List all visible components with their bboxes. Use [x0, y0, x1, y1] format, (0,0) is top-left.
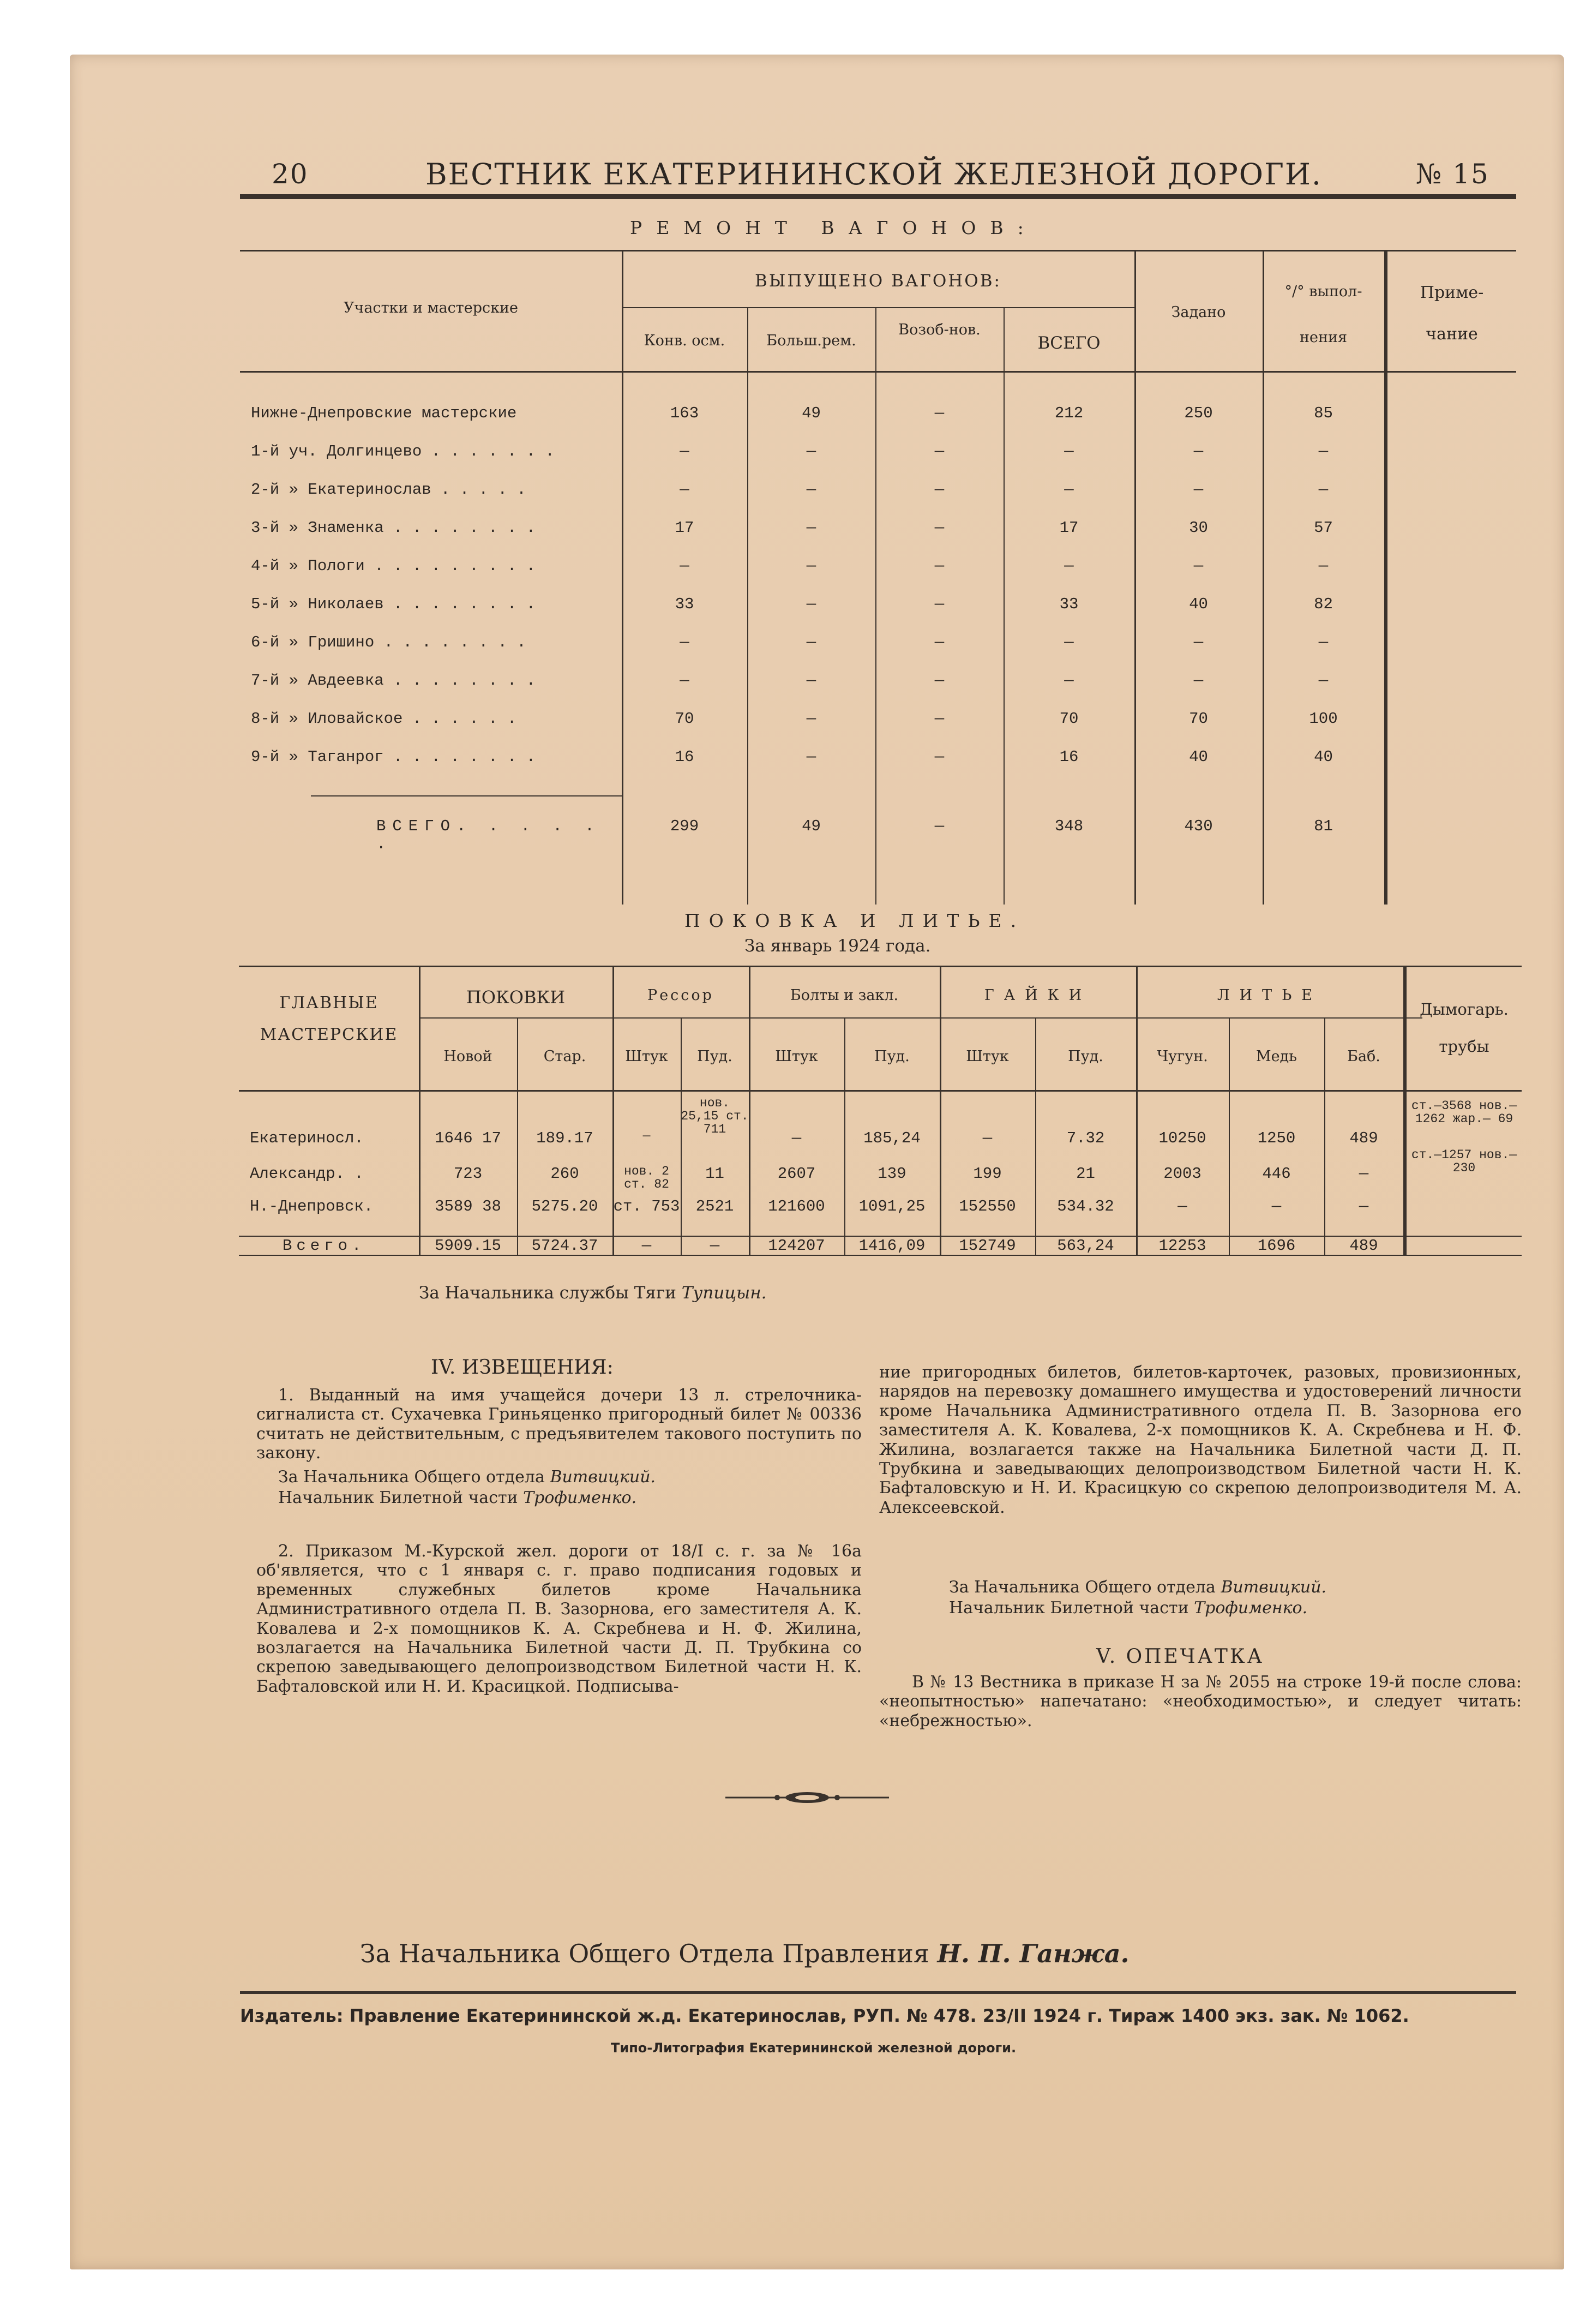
journal-title: ВЕСТНИК ЕКАТЕРИНИНСКОЙ ЖЕЛЕЗНОЙ ДОРОГИ. [425, 157, 1323, 191]
forging-total-cell: 1416,09 [858, 1237, 926, 1255]
repair-cell: 16 [1059, 748, 1079, 766]
forging-cell: 199 [973, 1165, 1002, 1183]
repair-cell: — [1064, 633, 1074, 651]
printer-line: Типо-Литография Екатерининской железной дороги. [611, 2040, 1017, 2056]
repair-cell: 40 [1189, 748, 1208, 766]
forging-cell: 189.17 [536, 1129, 593, 1147]
col-renew: Возоб-нов. [898, 321, 981, 338]
forging-cell: 2521 [695, 1197, 734, 1215]
forging-cell: — [1178, 1197, 1187, 1215]
forging-cell: 1250 [1257, 1129, 1296, 1147]
col-pct: °/° выпол- нения [1284, 283, 1362, 346]
repair-cell: 49 [802, 404, 821, 422]
forging-cell: 5275.20 [531, 1197, 598, 1215]
forging-total-label: Всего. [283, 1237, 366, 1255]
col-note: Приме- чание [1420, 283, 1484, 344]
repair-cell: — [1193, 481, 1204, 499]
repair-cell: 250 [1184, 404, 1213, 422]
forging-total-cell: 124207 [768, 1237, 825, 1255]
traction-signature: За Начальника службы Тяги Тупицын. [419, 1283, 767, 1303]
h-chim: Дымогарь. трубы [1420, 1000, 1509, 1056]
forging-cell: 723 [453, 1165, 483, 1183]
forging-cell: 2003 [1163, 1165, 1201, 1183]
repair-total-cell: — [934, 817, 945, 835]
repair-cell: — [934, 672, 945, 690]
h-forg: ПОКОВКИ [466, 987, 566, 1008]
repair-cell: 70 [1189, 710, 1208, 728]
repair-cell: 163 [670, 404, 699, 422]
repair-total-cell: 81 [1314, 817, 1333, 835]
repair-cell: 33 [1059, 595, 1079, 613]
forging-total-cell: — [641, 1237, 652, 1255]
forging-cell: — [791, 1129, 802, 1147]
repair-cell: — [680, 672, 689, 690]
repair-cell: 57 [1314, 519, 1333, 537]
repair-cell: 100 [1309, 710, 1338, 728]
repair-cell: 16 [675, 748, 694, 766]
repair-row-label: Нижне-Днепровские мастерские [251, 404, 517, 422]
forging-cell: 7.32 [1066, 1129, 1105, 1147]
ornament-divider-icon [725, 1789, 889, 1806]
forging-cell: 534.32 [1057, 1197, 1114, 1215]
repair-cell: — [1193, 672, 1204, 690]
repair-cell: — [806, 633, 816, 651]
header-rule [240, 194, 1516, 199]
forging-total-cell: 5909.15 [435, 1237, 501, 1255]
h-cast: ЛИТЬЕ [1217, 987, 1322, 1004]
repair-cell: — [1193, 557, 1204, 575]
repair-cell: 17 [675, 519, 694, 537]
repair-total-cell: 348 [1054, 817, 1084, 835]
page-number: 20 [272, 158, 309, 190]
repair-cell: 212 [1054, 404, 1084, 422]
repair-cell: — [934, 748, 945, 766]
forging-cell: 1646 17 [435, 1129, 501, 1147]
forging-total-cell: 1696 [1257, 1237, 1296, 1255]
repair-cell: — [806, 557, 816, 575]
forging-cell: нов. 25,15 ст. 711 [681, 1096, 749, 1137]
repair-cell: — [1318, 672, 1329, 690]
s-pud: Пуд. [697, 1048, 732, 1065]
forging-cell: 152550 [959, 1197, 1016, 1215]
repair-row-label: 4-й » Пологи . . . . . . . . . [251, 557, 536, 575]
repair-cell: 33 [675, 595, 694, 613]
forging-cell: ст.—1257 нов.— 230 [1411, 1148, 1517, 1176]
repair-cell: — [1318, 442, 1329, 460]
s-bpcs: Штук [775, 1048, 818, 1065]
repair-total-cell: 430 [1184, 817, 1213, 835]
repair-cell: — [806, 672, 816, 690]
col-total: ВСЕГО [1037, 333, 1101, 353]
repair-row-label: 1-й уч. Долгинцево . . . . . . . [251, 442, 555, 460]
repair-total-label: ВСЕГО. . . . . . [376, 817, 601, 853]
repair-cell: 85 [1314, 404, 1333, 422]
repair-cell: — [806, 519, 816, 537]
repair-cell: 17 [1059, 519, 1079, 537]
issue-number: № 15 [1416, 158, 1489, 190]
repair-total-cell: 49 [802, 817, 821, 835]
forging-caption: ПОКОВКА И ЛИТЬЕ. [684, 910, 1025, 931]
forging-row-label: Александр. . [250, 1165, 364, 1183]
s-bab: Баб. [1347, 1048, 1380, 1065]
publisher-line: Издатель: Правление Екатерининской ж.д. Екатеринослав, РУП. № 478. 23/II 1924 г. Тираж 1400 экз. зак. № 1062. [240, 2005, 1409, 2026]
h-bolts: Болты и закл. [790, 987, 899, 1004]
repair-cell: — [806, 481, 816, 499]
col-big: Больш.рем. [766, 332, 856, 349]
repair-cell: — [806, 710, 816, 728]
repair-cell: — [1318, 481, 1329, 499]
forging-cell: 446 [1262, 1165, 1291, 1183]
repair-row-label: 8-й » Иловайское . . . . . . [251, 710, 517, 728]
forging-row-label: Н.-Днепровск. [250, 1197, 374, 1215]
forging-cell: 3589 38 [435, 1197, 501, 1215]
forging-cell: 489 [1349, 1129, 1378, 1147]
forging-cell: 10250 [1158, 1129, 1206, 1147]
forging-cell: — [982, 1129, 993, 1147]
s-old: Стар. [543, 1048, 586, 1065]
forging-subcaption: За январь 1924 года. [744, 936, 931, 956]
forging-cell: 139 [878, 1165, 906, 1183]
notice-2: 2. Приказом М.-Курской жел. дороги от 18/I с. г. за № 16а об'является, что с 1 января с. г. право подписания годовых и временных служебных билетов кроме Начальника Административного отдела П. В. Зазорнова, его заместителя А. К. Ковалева и 2-х помощников К. А. Скребнева и Н. Ф. Жилина, возлагается на Начальника Билетной части Д. П. Трубкина со скрепою заведывающего делопроизводством Билетной части Н. К. Бафталовской или Н. И. Красицкой. Подписыва- [256, 1542, 862, 1696]
repair-row-label: 6-й » Гришино . . . . . . . . [251, 633, 526, 651]
forging-cell: 21 [1076, 1165, 1095, 1183]
repair-row-label: 2-й » Екатеринослав . . . . . [251, 481, 526, 499]
repair-cell: — [934, 442, 945, 460]
repair-cell: — [680, 557, 689, 575]
col-sections: Участки и мастерские [344, 300, 518, 316]
col-issued: ВЫПУЩЕНО ВАГОНОВ: [755, 271, 1001, 291]
repair-cell: — [1193, 633, 1204, 651]
forging-cell: — [642, 1129, 651, 1143]
repair-cell: — [806, 442, 816, 460]
forging-cell: 1091,25 [858, 1197, 926, 1215]
footer-rule [240, 1991, 1516, 1994]
repair-cell: — [934, 481, 945, 499]
h-nuts: ГАЙКИ [984, 987, 1092, 1004]
repair-cell: 30 [1189, 519, 1208, 537]
repair-cell: — [1064, 557, 1074, 575]
s-copper: Медь [1256, 1048, 1297, 1065]
forging-total-cell: 12253 [1158, 1237, 1206, 1255]
forging-cell: ст.—3568 нов.—1262 жар.— 69 [1411, 1099, 1517, 1127]
forging-cell: 121600 [768, 1197, 825, 1215]
repair-cell: — [934, 519, 945, 537]
repair-cell: 70 [675, 710, 694, 728]
repair-total-cell: 299 [670, 817, 699, 835]
forging-cell: 260 [550, 1165, 579, 1183]
forging-total-cell: — [710, 1237, 720, 1255]
forging-row-label: Екатериносл. [250, 1129, 364, 1147]
repair-cell: 82 [1314, 595, 1333, 613]
forging-cell: 2607 [777, 1165, 816, 1183]
forging-cell: — [1359, 1165, 1369, 1183]
h-main: ГЛАВНЫЕ МАСТЕРСКИЕ [260, 993, 398, 1044]
forging-total-cell: 5724.37 [531, 1237, 598, 1255]
erratum-heading: V. ОПЕЧАТКА [1096, 1645, 1265, 1668]
repair-cell: — [1193, 442, 1204, 460]
repair-cell: — [1318, 633, 1329, 651]
s-pcs: Штук [625, 1048, 668, 1065]
forging-cell: 185,24 [863, 1129, 921, 1147]
repair-cell: — [1064, 442, 1074, 460]
notice-2-continued: ние пригородных билетов, билетов-карточек, разовых, провизионных, нарядов на перевозку домашнего имущества и удостоверений личности кроме Начальника Административного отдела П. В. Зазорнова его заместителя А. К. Ковалева, 2-х помощников К. А. Скребнева и Н. Ф. Жилина, возлагается также на Начальника Билетной части Д. П. Трубкина и заведывающих делопроизводством Билетной части Н. К. Бафталовскую и Н. И. Красицкую со скрепою делопроизводителя М. А. Алексеевской. [879, 1363, 1522, 1517]
col-assigned: Задано [1171, 304, 1226, 321]
repair-caption: РЕМОНТ ВАГОНОВ: [630, 217, 1038, 238]
forging-cell: — [1359, 1197, 1369, 1215]
repair-cell: — [1064, 481, 1074, 499]
repair-cell: — [680, 442, 689, 460]
repair-cell: 70 [1059, 710, 1079, 728]
forging-total-cell: 563,24 [1057, 1237, 1114, 1255]
col-conv: Конв. осм. [644, 332, 725, 349]
repair-cell: — [680, 633, 689, 651]
footer-signature: За Начальника Общего Отдела Правления Н. П. Ганжа. [360, 1939, 1130, 1968]
repair-row-label: 7-й » Авдеевка . . . . . . . . [251, 672, 536, 690]
notice-2-sig2: Начальник Билетной части Трофименко. [949, 1598, 1308, 1618]
forging-cell: ст. 753 [613, 1197, 680, 1215]
forging-cell: 11 [705, 1165, 724, 1183]
repair-cell: 40 [1189, 595, 1208, 613]
repair-cell: — [934, 557, 945, 575]
repair-cell: — [934, 404, 945, 422]
notice-2-sig1: За Начальника Общего отдела Витвицкий. [949, 1578, 1327, 1597]
forging-cell: — [1271, 1197, 1282, 1215]
s-npud: Пуд. [1068, 1048, 1103, 1065]
repair-cell: 40 [1314, 748, 1333, 766]
repair-cell: — [680, 481, 689, 499]
notice-1: 1. Выданный на имя учащейся дочери 13 л. стрелочника-сигналиста ст. Сухачевка Гриньяценко пригородный билет № 00336 считать не действительным, с предъявителем такового поступить по закону. [256, 1386, 862, 1463]
repair-cell: — [934, 710, 945, 728]
repair-cell: — [806, 595, 816, 613]
repair-table [240, 250, 1516, 905]
forging-total-cell: 152749 [959, 1237, 1016, 1255]
s-new: Новой [443, 1048, 492, 1065]
s-npcs: Штук [966, 1048, 1009, 1065]
forging-total-cell: 489 [1349, 1237, 1378, 1255]
notice-1-sig1: За Начальника Общего отдела Витвицкий. [278, 1468, 656, 1487]
notices-heading: IV. ИЗВЕЩЕНИЯ: [431, 1356, 614, 1379]
repair-row-label: 5-й » Николаев . . . . . . . . [251, 595, 536, 613]
s-bpud: Пуд. [874, 1048, 910, 1065]
repair-row-label: 3-й » Знаменка . . . . . . . . [251, 519, 536, 537]
forging-cell: нов. 2 ст. 82 [624, 1164, 669, 1192]
repair-cell: — [1064, 672, 1074, 690]
repair-cell: — [1318, 557, 1329, 575]
erratum-text: В № 13 Вестника в приказе Н за № 2055 на строке 19-й после слова: «неопытностью» напечатано: «необходимостью», и следует читать: «небрежностью». [879, 1673, 1522, 1730]
h-spring: Рессор [647, 987, 714, 1004]
repair-cell: — [934, 633, 945, 651]
repair-cell: — [806, 748, 816, 766]
notice-1-sig2: Начальник Билетной части Трофименко. [278, 1488, 637, 1507]
repair-cell: — [934, 595, 945, 613]
repair-row-label: 9-й » Таганрог . . . . . . . . [251, 748, 536, 766]
s-iron: Чугун. [1157, 1048, 1208, 1065]
forging-table [239, 966, 1522, 1271]
